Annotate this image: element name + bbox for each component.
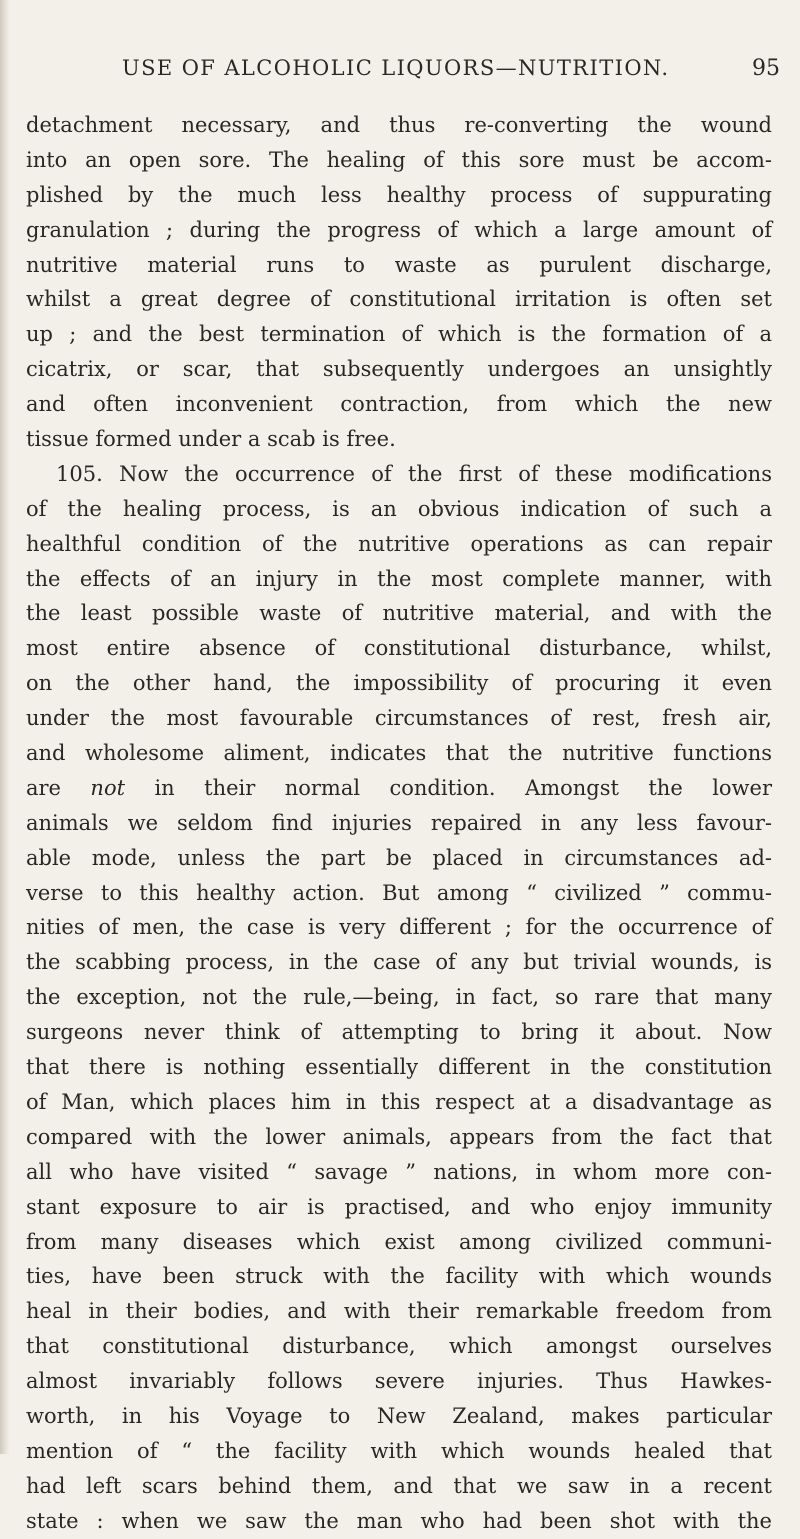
text-line: the exception, not the rule,—being, in fact, so rare that many [26,985,772,1010]
italic-word: not [90,775,126,800]
text-line: that there is nothing essentially different in the constitution [26,1055,772,1080]
running-head: USE OF ALCOHOLIC LIQUORS—NUTRITION. [122,56,670,80]
text-line: up ; and the best termination of which is the formation of a [26,322,772,347]
page-header [28,56,780,90]
text-line: of the healing process, is an obvious indication of such a [26,496,772,521]
text-line: stant exposure to air is practised, and who enjoy immunity [26,1194,772,1219]
text-line: the scabbing process, in the case of any but trivial wounds, is [26,950,772,975]
text-line: granulation ; during the progress of which a large amount of [26,217,772,242]
text-line: worth, in his Voyage to New Zealand, makes particular [26,1403,772,1428]
text-line: cicatrix, or scar, that subsequently undergoes an unsightly [26,357,772,382]
text-line: all who have visited “ savage ” nations, in whom more con- [26,1159,772,1184]
text-line: almost invariably follows severe injuries. Thus Hawkes- [26,1369,772,1394]
text-line: and often inconvenient contraction, from which the new [26,392,772,417]
text-line: most entire absence of constitutional disturbance, whilst, [26,636,772,661]
text-line: heal in their bodies, and with their remarkable freedom from [26,1299,772,1324]
text-line: nities of men, the case is very different ; for the occurrence of [26,915,772,940]
text-line: plished by the much less healthy process of suppurating [26,182,772,207]
text-line: and wholesome aliment, indicates that the nutritive functions [26,741,772,766]
text-line: mention of “ the facility with which wounds healed that [26,1438,772,1463]
text-line: healthful condition of the nutritive operations as can repair [26,531,772,556]
text-line: detachment necessary, and thus re-converting the wound [26,113,772,137]
text-line: that constitutional disturbance, which amongst ourselves [26,1334,772,1359]
text-line: ties, have been struck with the facility with which wounds [26,1264,772,1289]
text-line: whilst a great degree of constitutional irritation is often set [26,287,772,312]
page-gutter-shadow [0,0,10,1454]
text-line-with-italic [26,771,772,806]
text-line: under the most favourable circumstances of rest, fresh air, [26,706,772,731]
text-line: the least possible waste of nutritive material, and with the [26,601,772,626]
text-line: had left scars behind them, and that we saw in a recent [26,1473,772,1498]
text-line: the effects of an injury in the most complete manner, with [26,566,772,591]
text-line: on the other hand, the impossibility of procuring it even [26,671,772,696]
paragraph-start-line: 105. Now the occurrence of the first of these modifications [56,461,772,486]
text-line: surgeons never think of attempting to bring it about. Now [26,1020,772,1045]
text-segment: in their normal condition. Amongst the lower [125,775,772,800]
page-number: 95 [752,56,780,81]
text-line: from many diseases which exist among civilized communi- [26,1229,772,1254]
text-line: of Man, which places him in this respect at a disadvantage as [26,1089,772,1114]
text-line: animals we seldom find injuries repaired in any less favour- [26,810,772,835]
text-line: verse to this healthy action. But among “ civilized ” commu- [26,880,772,905]
body-text [26,108,772,1539]
text-segment: are [26,775,91,800]
text-line: tissue formed under a scab is free. [26,427,396,452]
text-line: into an open sore. The healing of this sore must be accom- [26,147,772,172]
text-line: nutritive material runs to waste as purulent discharge, [26,252,772,277]
text-line: able mode, unless the part be placed in circumstances ad- [26,845,772,870]
text-line: compared with the lower animals, appears from the fact that [26,1124,772,1149]
text-line: state : when we saw the man who had been shot with the [26,1508,772,1533]
